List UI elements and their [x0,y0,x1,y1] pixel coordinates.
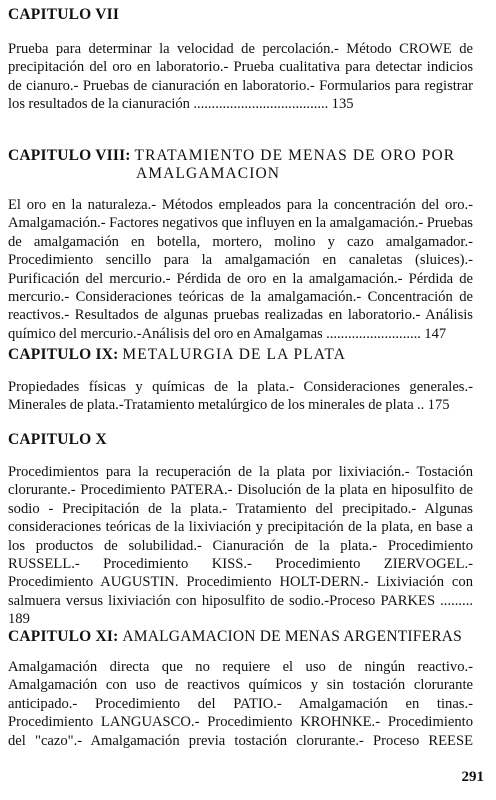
chapter-heading [8,628,473,646]
chapter-number: CAPITULO VII [8,6,120,23]
chapter-number: CAPITULO IX: [8,346,119,363]
chapter-number: CAPITULO VIII: [8,147,131,164]
chapter-heading [8,6,473,24]
chapter-summary: Prueba para determinar la velocidad de percolación.- Método CROWE de precipitación del oro en laboratorio.- Prueba cualitativa para detectar indicios de cianuro.- Pruebas de cianuración en laboratorio.- Formularios para registrar los resultados de la cianuración ..................................... 135 [8,41,473,113]
chapter-9 [8,346,473,415]
chapter-7 [8,6,473,114]
chapter-number: CAPITULO XI: [8,628,119,645]
chapter-summary: Amalgamación directa que no requiere el uso de ningún reactivo.- Amalgamación con uso de reactivos químicos y sin tostación clorurante anticipado.- Procedimiento del PATIO.- Amalgamación en tinas.- Procedimiento LANGUASCO.- Procedimiento KROHNKE.- Procedimiento del "cazo".- Amalgamación previa tostación clorurante.- Proceso REESE [8,659,473,749]
chapter-number: CAPITULO X [8,431,107,448]
chapter-title: AMALGAMACION DE MENAS ARGENTIFERAS [122,628,462,645]
chapter-summary: El oro en la naturaleza.- Métodos empleados para la concentración del oro.- Amalgamación.- Factores negativos que influyen en la amalgamación.- Pruebas de amalgamación en botella, mortero, molino y cazo amalgamador.- Procedimiento sencillo para la amalgamación en canaletas (sluices).- Purificación del mercurio.- Pérdida de oro en la amalgamación.- Pérdida de mercurio.- Consideraciones teóricas de la amalgamación.- Concentración de reactivos.- Resultados de algunas pruebas realizadas en laboratorio.- Análisis químico del mercurio.-Análisis del oro en Amalgamas .......................... 147 [8,197,473,342]
chapter-8 [8,147,473,343]
chapter-heading-line-2 [8,165,473,183]
chapter-title: TRATAMIENTO DE MENAS DE ORO POR [134,147,456,164]
chapter-heading [8,147,473,165]
chapter-10 [8,431,473,629]
chapter-11 [8,628,473,750]
chapter-summary: Procedimientos para la recuperación de la plata por lixiviación.- Tostación clorurante.- Procedimiento PATERA.- Disolución de la plata en hiposulfito de sodio - Precipitación de la plata.- Tratamiento del precipitado.- Algunas consideraciones teóricas de la lixiviación y precipitación de la plata, en base a los productos de solubilidad.- Cianuración de la plata.- Procedimiento RUSSELL.- Procedimiento KISS.- Procedimiento ZIERVOGEL.- Procedimiento AUGUSTIN. Procedimiento HOLT-DERN.- Lixiviación con salmuera versus lixiviación con hiposulfito de sodio.-Proceso PARKES ......... 189 [8,464,473,628]
page-number: 291 [461,769,484,785]
chapter-title: METALURGIA DE LA PLATA [122,346,347,363]
chapter-title-continued: AMALGAMACION [136,165,281,182]
chapter-heading [8,431,473,449]
chapter-summary: Propiedades físicas y químicas de la plata.- Consideraciones generales.- Minerales de plata.-Tratamiento metalúrgico de los minerales de plata .. 175 [8,379,473,414]
chapter-heading [8,346,473,364]
